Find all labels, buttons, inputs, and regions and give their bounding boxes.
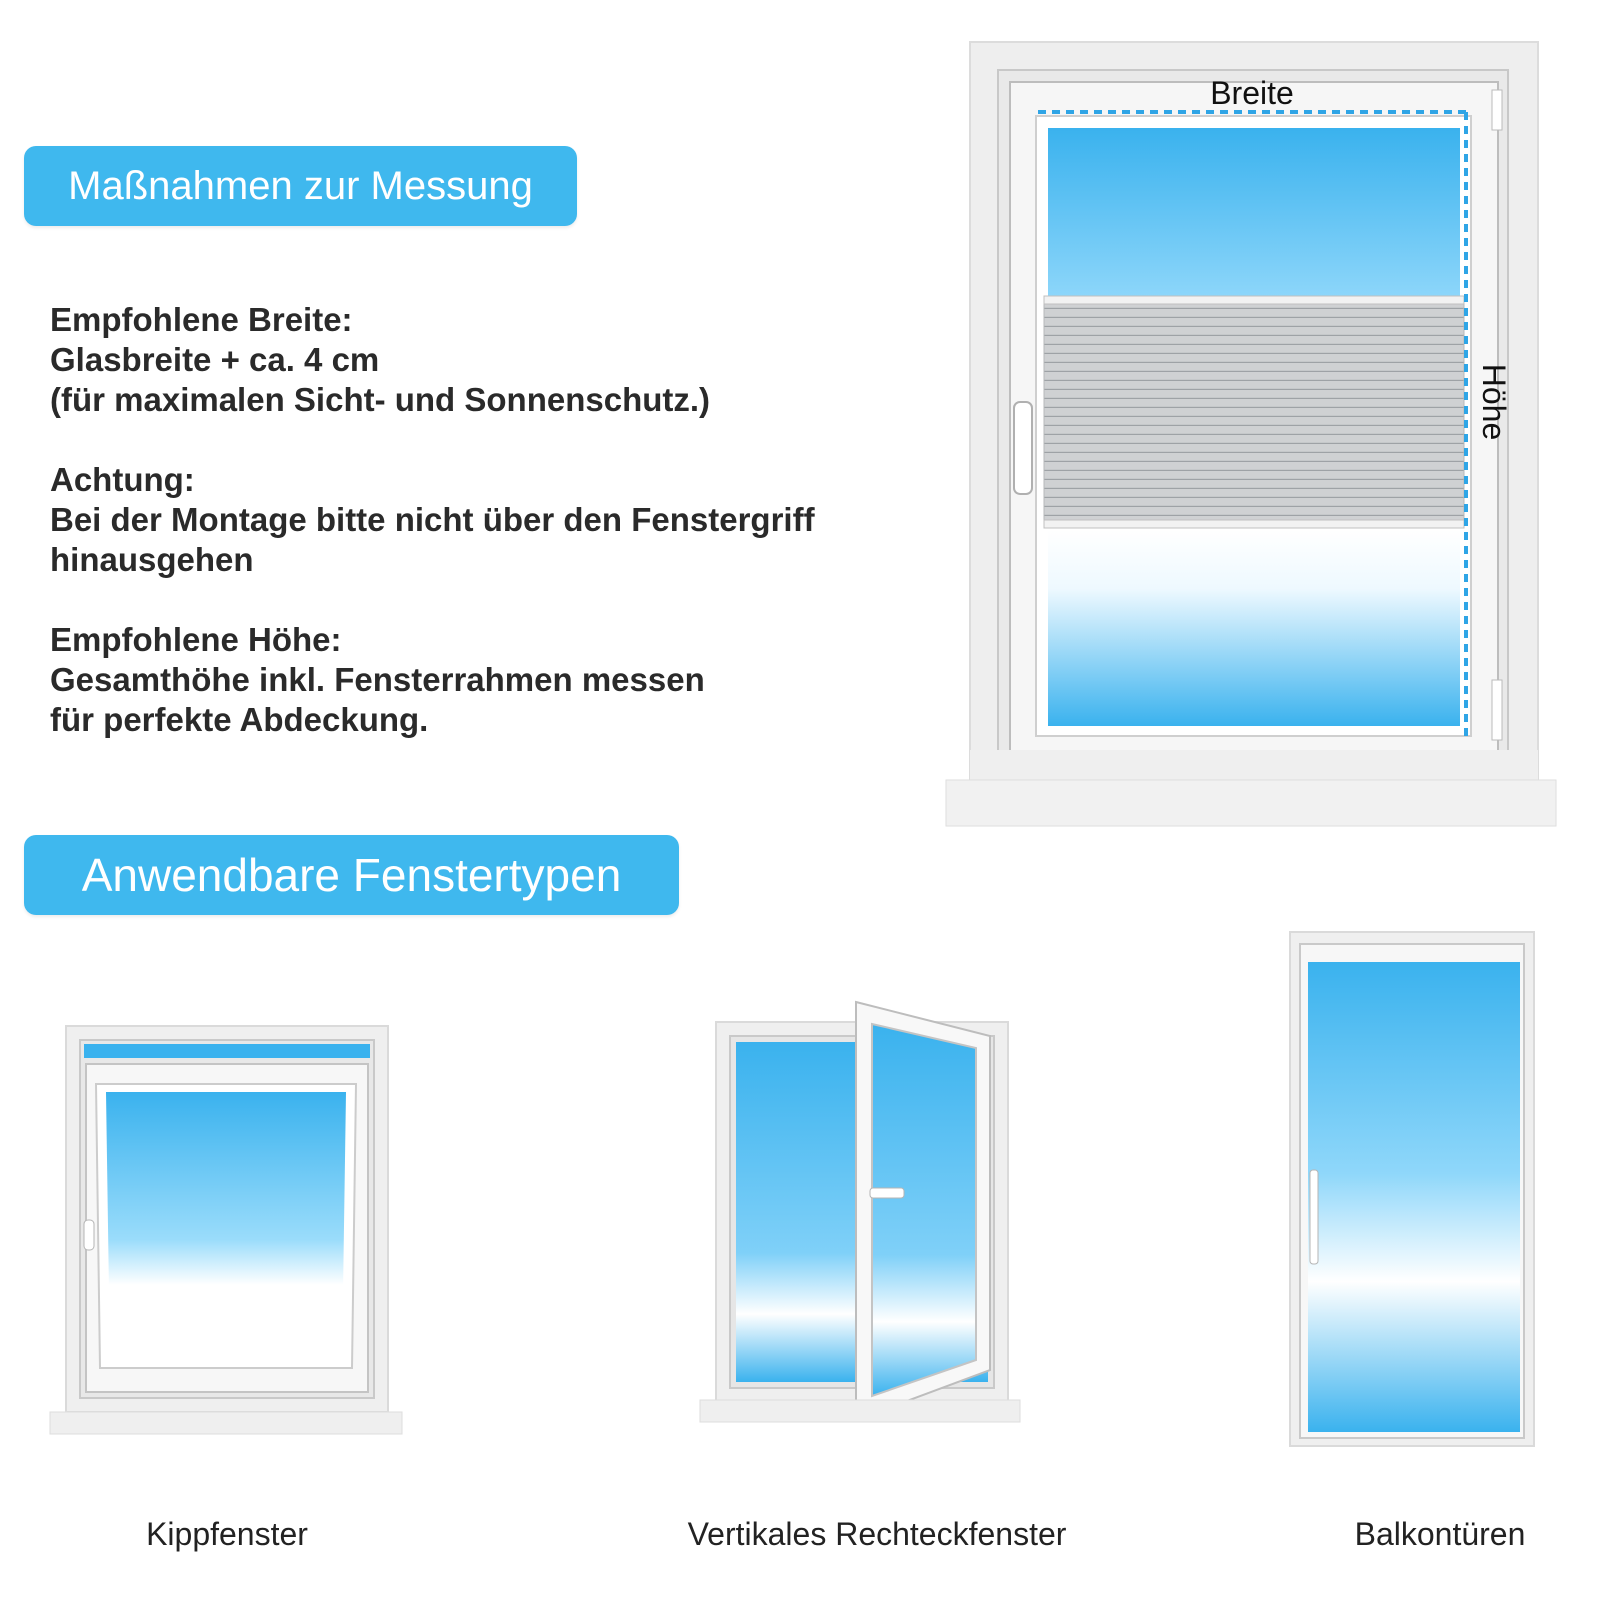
width-label: Breite [1210, 75, 1294, 111]
lower-glass [1048, 530, 1460, 726]
caption-balcony-door: Balkontüren [1354, 1516, 1526, 1552]
balcony-door-icon [1290, 930, 1540, 1450]
measure-section-title: Maßnahmen zur Messung [68, 163, 533, 208]
note-text: hinausgehen [50, 541, 254, 578]
note-heading: Achtung: [50, 461, 195, 498]
mounting-note [50, 460, 930, 580]
caption-casement-window: Vertikales Rechteckfenster [687, 1516, 1067, 1552]
window-types-section-header [24, 835, 679, 915]
height-heading: Empfohlene Höhe: [50, 621, 342, 658]
casement-window-icon [700, 1000, 1030, 1430]
caption-tilt-window: Kippfenster [146, 1516, 308, 1552]
window-sill [946, 780, 1556, 826]
upper-glass [1048, 128, 1460, 298]
door-handle-icon [1310, 1170, 1318, 1264]
height-label: Höhe [1476, 363, 1512, 441]
height-text: Gesamthöhe inkl. Fensterrahmen messen [50, 661, 705, 698]
width-text: Glasbreite + ca. 4 cm [50, 341, 380, 378]
window-handle-icon [1014, 402, 1032, 494]
height-instruction [50, 620, 930, 740]
width-instruction [50, 300, 930, 420]
window-measurement-diagram [940, 30, 1580, 850]
pleated-blind [1044, 300, 1464, 522]
height-text: für perfekte Abdeckung. [50, 701, 429, 738]
note-text: Bei der Montage bitte nicht über den Fenstergriff [50, 501, 815, 538]
measurement-instructions [50, 300, 930, 780]
measure-section-header [24, 146, 577, 226]
width-text: (für maximalen Sicht- und Sonnenschutz.) [50, 381, 711, 418]
window-types-section-title: Anwendbare Fenstertypen [81, 849, 622, 901]
tilt-window-icon [50, 1024, 410, 1434]
width-heading: Empfohlene Breite: [50, 301, 353, 338]
